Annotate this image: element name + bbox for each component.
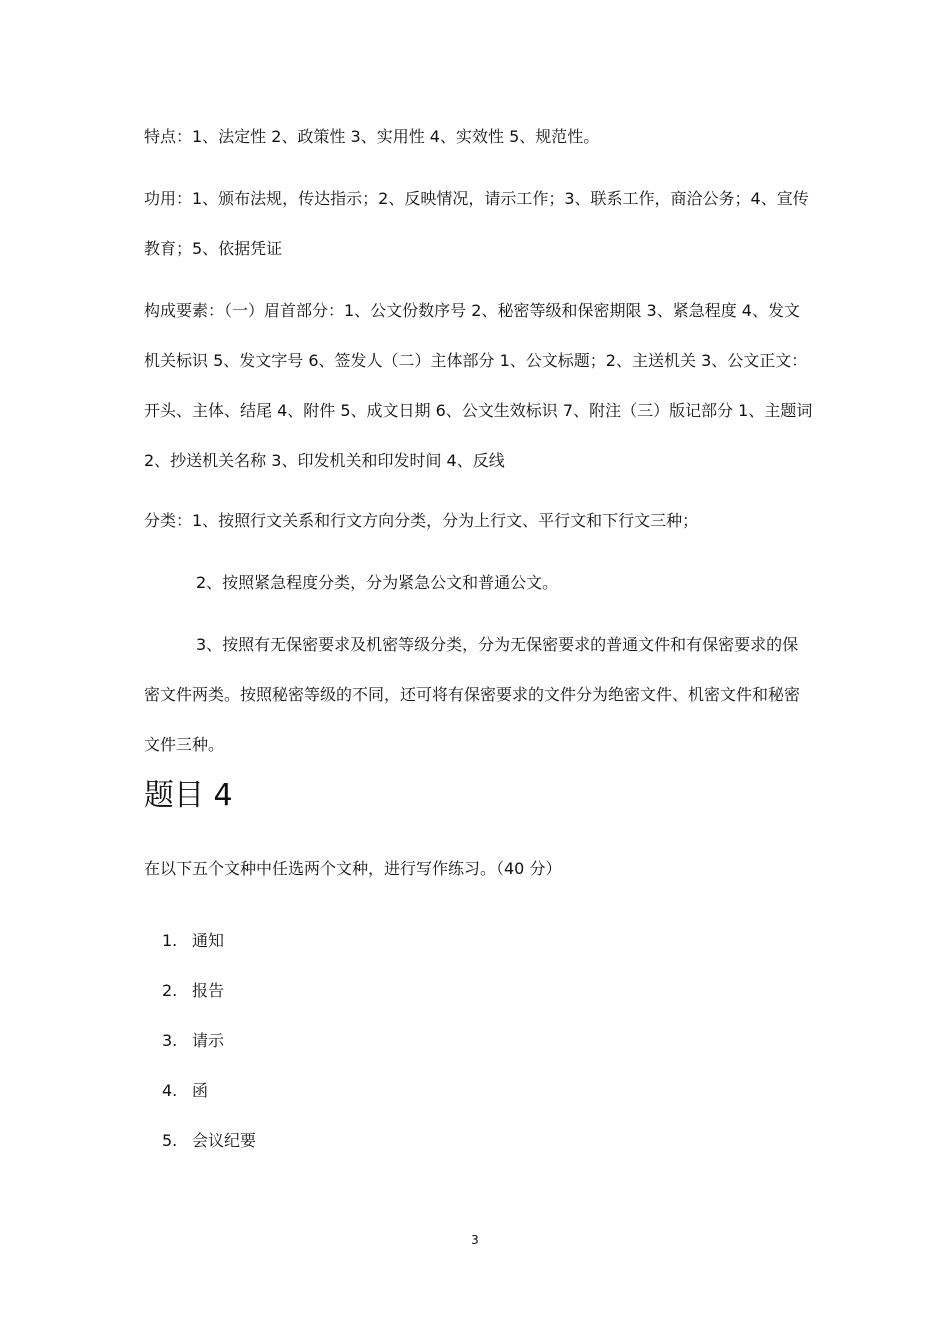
list-item-number: 2. — [162, 981, 178, 1000]
list-item — [162, 1016, 256, 1066]
classification-paragraph-1: 分类：1、按照行文关系和行文方向分类，分为上行文、平行文和下行文三种； — [144, 511, 699, 530]
list-item — [162, 916, 256, 966]
list-item-label: 报告 — [192, 981, 225, 1000]
features-paragraph: 特点：1、法定性 2、政策性 3、实用性 4、实效性 5、规范性。 — [144, 127, 600, 146]
list-item-label: 会议纪要 — [192, 1131, 257, 1150]
list-item-label: 函 — [192, 1081, 209, 1100]
list-item-number: 5. — [162, 1131, 178, 1150]
list-item — [162, 1116, 256, 1166]
list-item-number: 1. — [162, 931, 178, 950]
list-item — [162, 1066, 256, 1116]
list-item-label: 通知 — [192, 931, 225, 950]
question-title: 题目 4 — [144, 778, 233, 813]
classification-paragraph-2: 2、按照紧急程度分类，分为紧急公文和普通公文。 — [196, 573, 559, 592]
list-item — [162, 966, 256, 1016]
question-instruction: 在以下五个文种中任选两个文种，进行写作练习。（40 分） — [144, 859, 562, 878]
list-item-number: 3. — [162, 1031, 178, 1050]
document-type-list — [162, 916, 256, 1166]
list-item-number: 4. — [162, 1081, 178, 1100]
functions-paragraph: 功用：1、颁布法规，传达指示；2、反映情况，请示工作；3、联系工作，商洽公务；4、宣传教育；5、依据凭证 — [144, 189, 809, 258]
elements-paragraph: 构成要素：（一）眉首部分：1、公文份数序号 2、秘密等级和保密期限 3、紧急程度 4、发文机关标识 5、发文字号 6、签发人（二）主体部分 1、公文标题；2、主送机关 3、公文正文：开头、主体、结尾 4、附件 5、成文日期 6、公文生效标识 7、附注（三）版记部分 1、主题词 2、抄送机关名称 3、印发机关和印发时间 4、反线 — [144, 301, 813, 470]
classification-paragraph-3: 3、按照有无保密要求及机密等级分类，分为无保密要求的普通文件和有保密要求的保密文件两类。按照秘密等级的不同，还可将有保密要求的文件分为绝密文件、机密文件和秘密文件三种。 — [144, 635, 801, 754]
page-number: 3 — [471, 1233, 479, 1247]
list-item-label: 请示 — [192, 1031, 225, 1050]
